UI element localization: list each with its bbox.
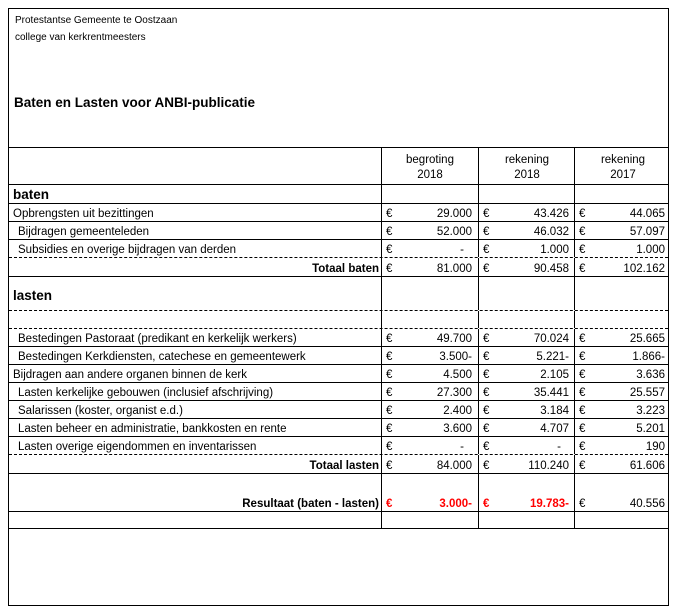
table-row [9,365,668,383]
currency-symbol: € [483,244,490,256]
amount-cell: 43.426 [533,208,569,220]
currency-symbol: € [579,208,586,220]
amount-cell: 25.665 [629,333,665,345]
currency-symbol: € [386,460,393,472]
currency-symbol: € [483,498,490,510]
row-label: Bijdragen aan andere organen binnen de kerk [13,369,248,381]
table-row [9,401,668,419]
row-label: Lasten beheer en administratie, bankkosten en rente [18,423,287,435]
currency-symbol: € [579,351,586,363]
result-row [9,494,668,512]
amount-cell: 52.000 [436,226,472,238]
currency-symbol: € [386,333,393,345]
currency-symbol: € [579,387,586,399]
currency-symbol: € [483,460,490,472]
amount-cell: - [557,441,561,453]
column-header-rekening-2017: rekening 2017 [600,154,646,181]
currency-symbol: € [579,423,586,435]
amount-cell: 5.201 [636,423,665,435]
currency-symbol: € [579,333,586,345]
currency-symbol: € [483,441,490,453]
amount-cell: 81.000 [436,263,472,275]
amount-cell: 1.000 [636,244,665,256]
amount-cell: - [460,441,464,453]
table-row [9,419,668,437]
empty-row [9,512,668,529]
table-row [9,204,668,222]
currency-symbol: € [579,263,586,275]
amount-cell: 2.105 [540,369,569,381]
currency-symbol: € [386,226,393,238]
amount-cell: 4.500 [443,369,472,381]
currency-symbol: € [386,498,393,510]
amount-cell: 57.097 [629,226,665,238]
total-row [9,455,668,474]
organization-subtitle: college van kerkrentmeesters [15,32,146,43]
column-header-begroting-2018: begroting 2018 [406,154,454,181]
amount-cell: 19.783- [529,498,569,510]
amount-cell: 29.000 [436,208,472,220]
table-row [9,329,668,347]
table-row [9,240,668,258]
row-label: Opbrengsten uit bezittingen [13,208,154,220]
amount-cell: 3.184 [540,405,569,417]
currency-symbol: € [579,460,586,472]
row-label: Bestedingen Pastoraat (predikant en kerkelijk werkers) [18,333,297,345]
amount-cell: 3.500- [439,351,472,363]
currency-symbol: € [386,208,393,220]
amount-cell: 35.441 [533,387,569,399]
currency-symbol: € [386,405,393,417]
row-label: Lasten overige eigendommen en inventarissen [18,441,257,453]
table-row [9,383,668,401]
amount-cell: 3.223 [636,405,665,417]
section-heading-lasten: lasten [13,288,53,303]
currency-symbol: € [483,351,490,363]
empty-row [9,311,668,329]
currency-symbol: € [386,244,393,256]
currency-symbol: € [483,226,490,238]
currency-symbol: € [579,498,586,510]
row-label: Subsidies en overige bijdragen van derden [18,244,237,256]
column-header-rekening-2018: rekening 2018 [504,154,550,181]
currency-symbol: € [579,226,586,238]
page-title: Baten en Lasten voor ANBI-publicatie [14,95,256,110]
row-label: Salarissen (koster, organist e.d.) [18,405,183,417]
currency-symbol: € [483,208,490,220]
row-label: Bijdragen gemeenteleden [18,226,150,238]
currency-symbol: € [483,405,490,417]
currency-symbol: € [386,423,393,435]
currency-symbol: € [579,369,586,381]
currency-symbol: € [386,351,393,363]
spreadsheet-sheet [8,8,669,606]
row-label: Lasten kerkelijke gebouwen (inclusief afschrijving) [18,387,274,399]
currency-symbol: € [483,333,490,345]
amount-cell: 102.162 [623,263,665,275]
amount-cell: 3.600 [443,423,472,435]
amount-cell: 3.000- [439,498,472,510]
table-row [9,222,668,240]
total-label: Totaal lasten [309,460,379,472]
currency-symbol: € [483,423,490,435]
currency-symbol: € [386,441,393,453]
amount-cell: 40.556 [629,498,665,510]
currency-symbol: € [579,244,586,256]
amount-cell: 1.866- [632,351,665,363]
amount-cell: 190 [645,441,665,453]
amount-cell: 61.606 [629,460,665,472]
result-label: Resultaat (baten - lasten) [242,498,379,510]
currency-symbol: € [483,387,490,399]
currency-symbol: € [386,369,393,381]
finance-table [9,147,668,529]
currency-symbol: € [579,405,586,417]
amount-cell: 27.300 [436,387,472,399]
section-heading-row [9,185,668,204]
amount-cell: 5.221- [536,351,569,363]
amount-cell: 1.000 [540,244,569,256]
amount-cell: 2.400 [443,405,472,417]
amount-cell: 84.000 [436,460,472,472]
total-label: Totaal baten [312,263,379,275]
amount-cell: 3.636 [636,369,665,381]
currency-symbol: € [483,263,490,275]
amount-cell: 44.065 [629,208,665,220]
row-label: Bestedingen Kerkdiensten, catechese en gemeentewerk [18,351,306,363]
empty-row [9,474,668,494]
table-row [9,347,668,365]
currency-symbol: € [579,441,586,453]
currency-symbol: € [483,369,490,381]
amount-cell: 49.700 [436,333,472,345]
amount-cell: 90.458 [533,263,569,275]
column-header-row [9,147,668,185]
amount-cell: 110.240 [528,460,569,472]
currency-symbol: € [386,387,393,399]
table-row [9,437,668,455]
section-heading-baten: baten [13,187,50,202]
amount-cell: 25.557 [629,387,665,399]
currency-symbol: € [386,263,393,275]
amount-cell: 46.032 [533,226,569,238]
total-row [9,258,668,277]
organization-name: Protestantse Gemeente te Oostzaan [15,15,178,26]
amount-cell: - [460,244,464,256]
section-heading-row [9,277,668,311]
amount-cell: 70.024 [533,333,569,345]
amount-cell: 4.707 [540,423,569,435]
